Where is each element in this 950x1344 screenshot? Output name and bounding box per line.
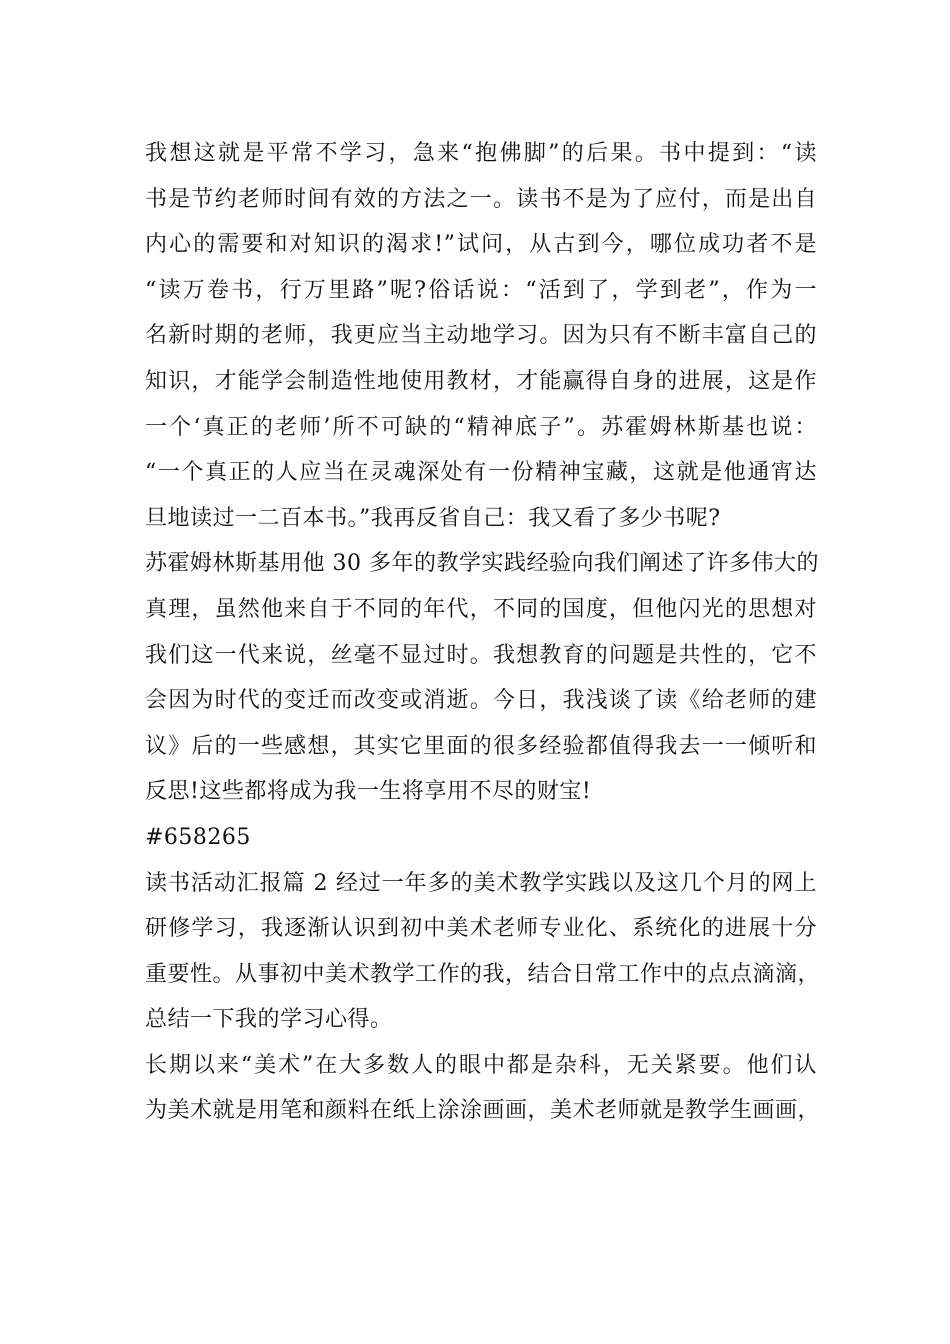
text-line: 内心的需要和对知识的渴求!”试问，从古到今，哪位成功者不是 [145,232,817,258]
text-line: 会因为时代的变迁而改变或消逝。今日，我浅谈了读《给老师的建 [145,688,817,714]
text-line: “读万卷书，行万里路”呢?俗话说：“活到了，学到老”，作为一 [145,277,817,303]
text-line: 重要性。从事初中美术教学工作的我，结合日常工作中的点点滴滴， [145,961,821,987]
text-line: 议》后的一些感想，其实它里面的很多经验都值得我去一一倾听和 [145,733,817,759]
text-line: 苏霍姆林斯基用他 30 多年的教学实践经验向我们阐述了许多伟大的 [145,551,819,577]
text-line: 为美术就是用笔和颜料在纸上涂涂画画，美术老师就是教学生画画， [145,1098,821,1124]
text-line: 我们这一代来说，丝毫不显过时。我想教育的问题是共性的，它不 [145,642,817,668]
text-line: 真理，虽然他来自于不同的年代，不同的国度，但他闪光的思想对 [145,596,817,622]
text-line: 名新时期的老师，我更应当主动地学习。因为只有不断丰富自己的 [145,323,817,349]
text-line: 研修学习，我逐渐认识到初中美术老师专业化、系统化的进展十分 [145,916,817,942]
text-line: 旦地读过一二百本书。”我再反省自己：我又看了多少书呢? [145,505,721,531]
text-line: 我想这就是平常不学习，急来“抱佛脚”的后果。书中提到：“读 [145,141,817,166]
text-line: 书是节约老师时间有效的方法之一。读书不是为了应付，而是出自 [145,186,817,212]
text-line: 知识，才能学会制造性地使用教材，才能赢得自身的进展，这是作 [145,368,817,394]
text-line: 长期以来“美术”在大多数人的眼中都是杂科，无关紧要。他们认 [145,1052,817,1078]
text-line: 读书活动汇报篇 2 经过一年多的美术教学实践以及这几个月的网上 [145,870,817,896]
text-line: 总结一下我的学习心得。 [145,1007,393,1033]
text-line: 一个‘真正的老师’所不可缺的“精神底子”。苏霍姆林斯基也说： [145,414,817,440]
document-body [145,131,821,1134]
text-line: “一个真正的人应当在灵魂深处有一份精神宝藏，这就是他通宵达 [145,460,817,486]
text-line: #658265 [145,824,251,850]
text-line: 反思!这些都将成为我一生将享用不尽的财宝! [145,779,592,805]
